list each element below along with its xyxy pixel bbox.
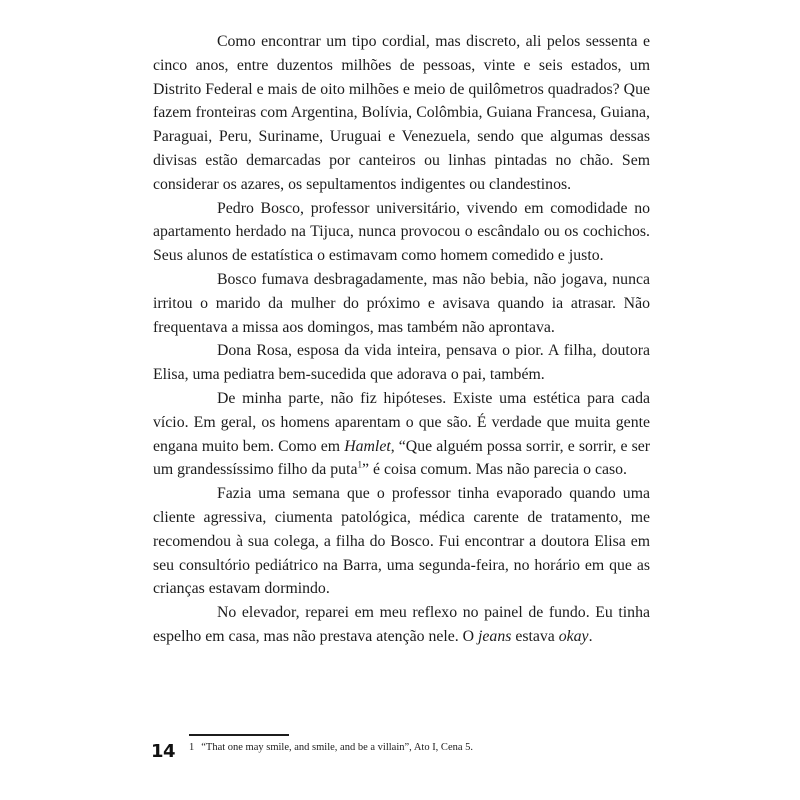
footnote-reference: 1 (357, 460, 363, 471)
footnote-text: “That one may smile, and smile, and be a villain”, Ato I, Cena 5. (201, 742, 474, 753)
paragraph: No elevador, reparei em meu reflexo no painel de fundo. Eu tinha espelho em casa, mas não prestava atenção nele. O jeans estava okay. (153, 604, 650, 645)
paragraph: Fazia uma semana que o professor tinha evaporado quando uma cliente agressiva, ciumenta patológica, médica carente de tratamento, me recomendou à sua colega, a filha do Bosco. Fui encontrar a doutora Elisa em seu consultório pediátrico na Barra, uma segunda-feira, no horário em que as crianças estavam dormindo. (153, 485, 650, 598)
paragraph: Dona Rosa, esposa da vida inteira, pensava o pior. A filha, doutora Elisa, uma pediatra bem-sucedida que adorava o pai, também. (153, 342, 650, 384)
paragraph: De minha parte, não fiz hipóteses. Existe uma estética para cada vício. Em geral, os homens aparentam o que são. É verdade que muita gente engana muito bem. Como em Hamlet, “Que alguém possa sorrir, e sorrir, e ser um grandessíssimo filho da puta$^1$” é coisa comum. Mas não parecia o caso. (153, 389, 651, 479)
footnote (189, 734, 659, 754)
paragraph: Pedro Bosco, professor universitário, vivendo em comodidade no apartamento herdado na Tijuca, nunca provocou o escândalo ou os cochichos. Seus alunos de estatística o estimavam como homem comedido e justo. (153, 199, 650, 265)
page-number: 14 (151, 741, 176, 762)
footnote-separator-rule (189, 734, 289, 736)
paragraph: Como encontrar um tipo cordial, mas discreto, ali pelos sessenta e cinco anos, entre duzentos milhões de pessoas, vinte e seis estados, um Distrito Federal e mais de oito milhões e meio de quilômetros quadrados? Que fazem fronteiras com Argentina, Bolívia, Colômbia, Guiana Francesa, Guiana, Paraguai, Peru, Suriname, Uruguai e Venezuela, sendo que algumas dessas divisas estão demarcadas por canteiros ou linhas pintadas no chão. Sem considerar os azares, os sepultamentos indigentes ou clandestinos. (153, 33, 650, 193)
footnote-marker: 1 (189, 742, 195, 753)
footnote-line (189, 741, 659, 754)
paragraph: Bosco fumava desbragadamente, mas não bebia, não jogava, nunca irritou o marido da mulher do próximo e avisava quando ia atrasar. Não frequentava a missa aos domingos, mas também não aprontava. (153, 270, 650, 336)
body-text (153, 30, 650, 649)
